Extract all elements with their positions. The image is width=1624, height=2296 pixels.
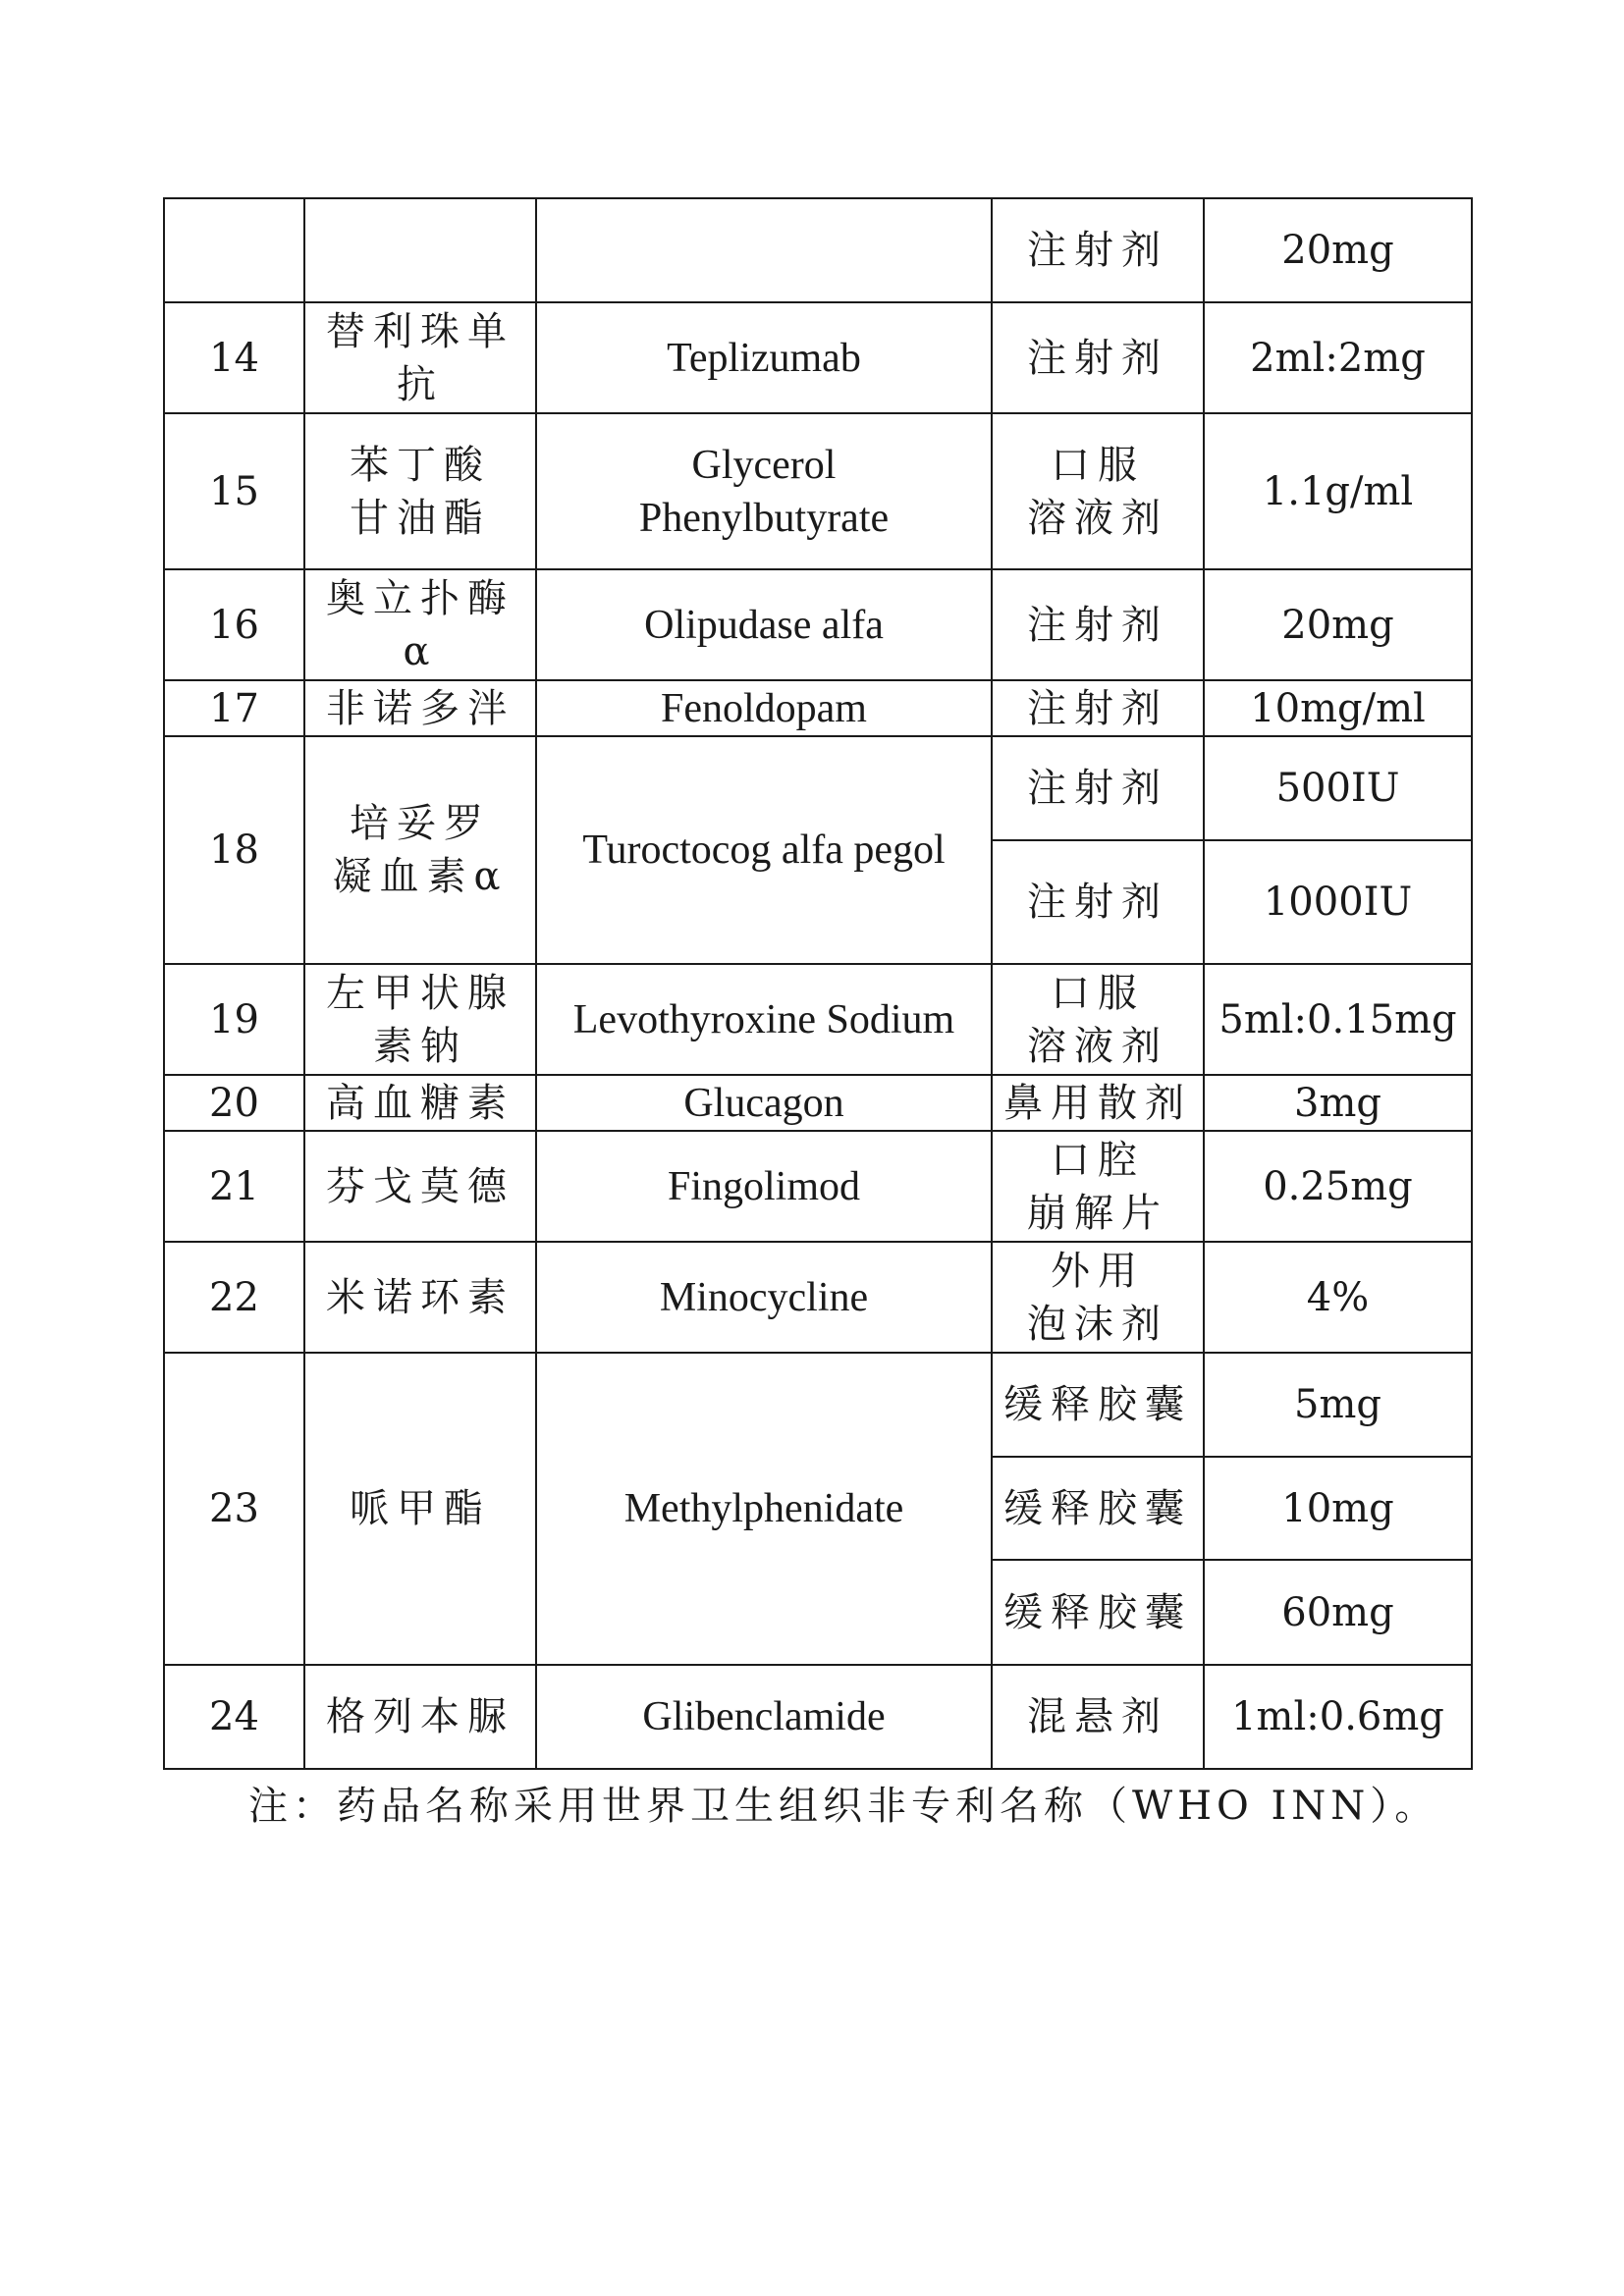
chinese-name-cell: 高血糖素 [304, 1075, 536, 1131]
chinese-name-cell: 非诺多泮 [304, 680, 536, 736]
table-row [164, 413, 1472, 569]
dosage-form-cell-line: 溶液剂 [1027, 1023, 1168, 1069]
table-row [164, 198, 1472, 302]
dosage-form-cell: 混悬剂 [992, 1665, 1204, 1769]
english-name-cell: Turoctocog alfa pegol [536, 736, 992, 964]
specification-cell: 4% [1204, 1242, 1472, 1353]
dosage-form-cell [992, 964, 1204, 1075]
table-row [164, 736, 1472, 840]
specification-cell: 5ml:0.15mg [1204, 964, 1472, 1075]
dosage-form-cell-line: 口腔 [1051, 1137, 1145, 1183]
english-name-cell: Olipudase alfa [536, 569, 992, 680]
english-name-cell: Minocycline [536, 1242, 992, 1353]
table-footnote: 注：药品名称采用世界卫生组织非专利名称（WHO INN）。 [248, 1784, 1439, 1829]
dosage-form-cell-line: 泡沫剂 [1027, 1301, 1168, 1347]
table-row [164, 1131, 1472, 1242]
specification-cell: 1000IU [1204, 840, 1472, 964]
english-name-cell-line: Phenylbutyrate [638, 495, 890, 541]
dosage-form-cell-line: 口服 [1051, 970, 1145, 1016]
english-name-cell-line: Glycerol [691, 442, 837, 488]
specification-cell: 10mg [1204, 1457, 1472, 1560]
specification-cell: 5mg [1204, 1353, 1472, 1457]
dosage-form-cell: 鼻用散剂 [992, 1075, 1204, 1131]
english-name-cell: Glibenclamide [536, 1665, 992, 1769]
chinese-name-cell-line: α [403, 628, 438, 674]
english-name-cell: Teplizumab [536, 302, 992, 413]
row-number-cell: 19 [164, 964, 304, 1075]
chinese-name-cell-line: 抗 [397, 361, 444, 407]
specification-cell: 1.1g/ml [1204, 413, 1472, 569]
english-name-cell [536, 413, 992, 569]
dosage-form-cell: 注射剂 [992, 680, 1204, 736]
table-row [164, 1353, 1472, 1457]
specification-cell: 10mg/ml [1204, 680, 1472, 736]
chinese-name-cell [304, 569, 536, 680]
chinese-name-cell: 哌甲酯 [304, 1353, 536, 1665]
chinese-name-cell [304, 413, 536, 569]
specification-cell: 3mg [1204, 1075, 1472, 1131]
row-number-cell: 18 [164, 736, 304, 964]
dosage-form-cell: 缓释胶囊 [992, 1457, 1204, 1560]
dosage-form-cell: 注射剂 [992, 569, 1204, 680]
table-row [164, 1665, 1472, 1769]
specification-cell: 1ml:0.6mg [1204, 1665, 1472, 1769]
specification-cell: 0.25mg [1204, 1131, 1472, 1242]
dosage-form-cell: 注射剂 [992, 198, 1204, 302]
dosage-form-cell-line: 外用 [1051, 1248, 1145, 1294]
row-number-cell [164, 198, 304, 302]
dosage-form-cell [992, 1242, 1204, 1353]
chinese-name-cell-line: 凝血素α [332, 854, 509, 899]
table-row [164, 680, 1472, 736]
chinese-name-cell-line: 素钠 [373, 1023, 467, 1069]
dosage-form-cell: 缓释胶囊 [992, 1353, 1204, 1457]
drug-table-body [164, 198, 1472, 1769]
dosage-form-cell: 注射剂 [992, 840, 1204, 964]
english-name-cell: Levothyroxine Sodium [536, 964, 992, 1075]
english-name-cell: Fingolimod [536, 1131, 992, 1242]
table-row [164, 302, 1472, 413]
dosage-form-cell: 注射剂 [992, 736, 1204, 840]
specification-cell: 500IU [1204, 736, 1472, 840]
row-number-cell: 24 [164, 1665, 304, 1769]
dosage-form-cell-line: 溶液剂 [1027, 495, 1168, 541]
english-name-cell: Fenoldopam [536, 680, 992, 736]
chinese-name-cell [304, 736, 536, 964]
row-number-cell: 15 [164, 413, 304, 569]
row-number-cell: 20 [164, 1075, 304, 1131]
drug-table [163, 197, 1473, 1770]
dosage-form-cell-line: 口服 [1051, 442, 1145, 488]
dosage-form-cell-line: 崩解片 [1027, 1190, 1168, 1236]
table-row [164, 1075, 1472, 1131]
table-row [164, 1242, 1472, 1353]
chinese-name-cell: 米诺环素 [304, 1242, 536, 1353]
chinese-name-cell: 格列本脲 [304, 1665, 536, 1769]
specification-cell: 2ml:2mg [1204, 302, 1472, 413]
chinese-name-cell [304, 198, 536, 302]
row-number-cell: 17 [164, 680, 304, 736]
row-number-cell: 16 [164, 569, 304, 680]
row-number-cell: 14 [164, 302, 304, 413]
row-number-cell: 21 [164, 1131, 304, 1242]
chinese-name-cell [304, 964, 536, 1075]
dosage-form-cell [992, 1131, 1204, 1242]
dosage-form-cell: 缓释胶囊 [992, 1560, 1204, 1665]
row-number-cell: 22 [164, 1242, 304, 1353]
chinese-name-cell: 芬戈莫德 [304, 1131, 536, 1242]
specification-cell: 60mg [1204, 1560, 1472, 1665]
english-name-cell [536, 198, 992, 302]
dosage-form-cell: 注射剂 [992, 302, 1204, 413]
english-name-cell: Methylphenidate [536, 1353, 992, 1665]
chinese-name-cell-line: 培妥罗 [350, 801, 491, 846]
chinese-name-cell [304, 302, 536, 413]
table-row [164, 569, 1472, 680]
row-number-cell: 23 [164, 1353, 304, 1665]
chinese-name-cell-line: 奥立扑酶 [326, 575, 514, 621]
chinese-name-cell-line: 苯丁酸 [350, 442, 491, 488]
specification-cell: 20mg [1204, 198, 1472, 302]
english-name-cell: Glucagon [536, 1075, 992, 1131]
dosage-form-cell [992, 413, 1204, 569]
specification-cell: 20mg [1204, 569, 1472, 680]
chinese-name-cell-line: 左甲状腺 [326, 970, 514, 1016]
chinese-name-cell-line: 甘油酯 [350, 495, 491, 541]
table-row [164, 964, 1472, 1075]
chinese-name-cell-line: 替利珠单 [326, 308, 514, 354]
